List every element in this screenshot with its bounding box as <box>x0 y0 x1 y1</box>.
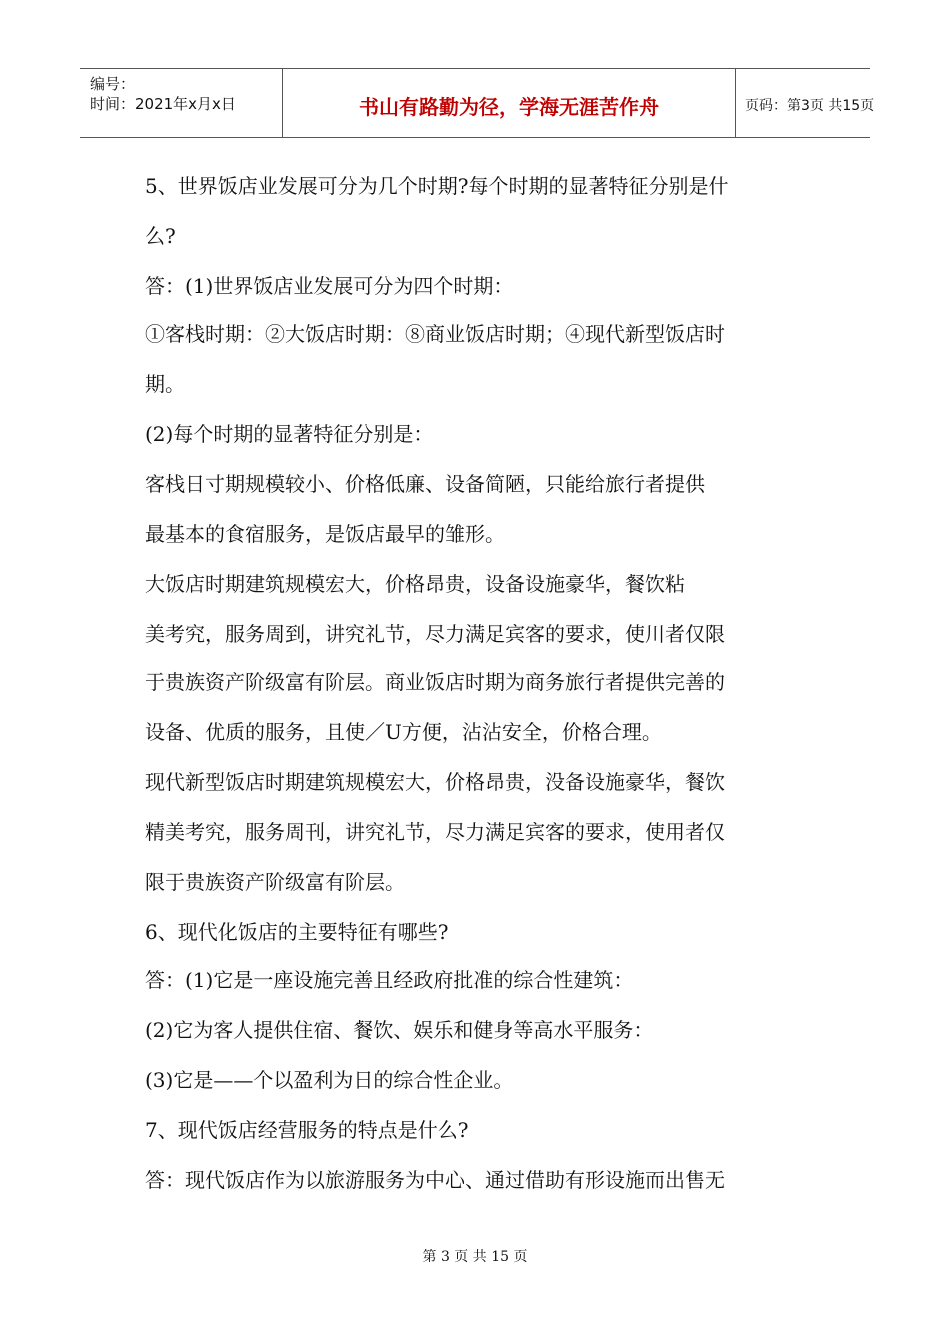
text-line: 么? <box>145 224 176 248</box>
text-line: 5、世界饭店业发展可分为几个时期?每个时期的显著特征分别是什 <box>145 174 729 198</box>
text-line: 大饭店时期建筑规模宏大，价格昂贵，设备设施豪华，餐饮粘 <box>145 572 685 596</box>
text-line: (2)它为客人提供住宿、餐饮、娱乐和健身等高水平服务： <box>145 1018 654 1042</box>
document-number-label: 编号： <box>90 75 136 93</box>
text-line: 期。 <box>145 372 185 396</box>
page-footer: 第 3 页 共 15 页 <box>422 1249 528 1265</box>
document-time-label: 时间：2021年x月x日 <box>90 95 236 113</box>
text-line: 于贵族资产阶级富有阶层。商业饭店时期为商务旅行者提供完善的 <box>145 670 725 694</box>
text-line: 答：(1)它是一座设施完善且经政府批准的综合性建筑： <box>145 968 634 992</box>
text-line: 7、现代饭店经营服务的特点是什么? <box>145 1118 469 1142</box>
text-line: ①客栈时期：②大饭店时期：⑧商业饭店时期；④现代新型饭店时 <box>145 322 725 346</box>
header-page-cell <box>735 69 875 137</box>
text-line: 答：现代饭店作为以旅游服务为中心、通过借助有形设施而出售无 <box>145 1168 725 1192</box>
header-meta-cell <box>80 69 282 137</box>
text-line: 最基本的食宿服务，是饭店最早的雏形。 <box>145 522 505 546</box>
text-line: 美考究，服务周到，讲究礼节，尽力满足宾客的要求，使川者仅限 <box>145 622 725 646</box>
page-header <box>80 68 875 138</box>
motto-text: 书山有路勤为径，学海无涯苦作舟 <box>359 95 659 119</box>
text-line: 客栈日寸期规模较小、价格低廉、设备简陋，只能给旅行者提供 <box>145 472 705 496</box>
text-line: (2)每个时期的显著特征分别是： <box>145 422 434 446</box>
text-line: 限于贵族资产阶级富有阶层。 <box>145 870 405 894</box>
text-line: 精美考究，服务周刊，讲究礼节，尽力满足宾客的要求，使用者仅 <box>145 820 725 844</box>
text-line: 答：(1)世界饭店业发展可分为四个时期： <box>145 274 514 298</box>
header-motto-cell <box>282 69 736 137</box>
text-line: 现代新型饭店时期建筑规模宏大，价格昂贵，没备设施豪华，餐饮 <box>145 770 725 794</box>
text-line: 设备、优质的服务，且使／U方便，沾沾安全，价格合理。 <box>145 720 662 744</box>
header-page-info: 页码：第3页 共15页 <box>745 98 875 114</box>
text-line: 6、现代化饭店的主要特征有哪些? <box>145 920 449 944</box>
text-line: (3)它是——个以盈利为日的综合性企业。 <box>145 1068 514 1092</box>
